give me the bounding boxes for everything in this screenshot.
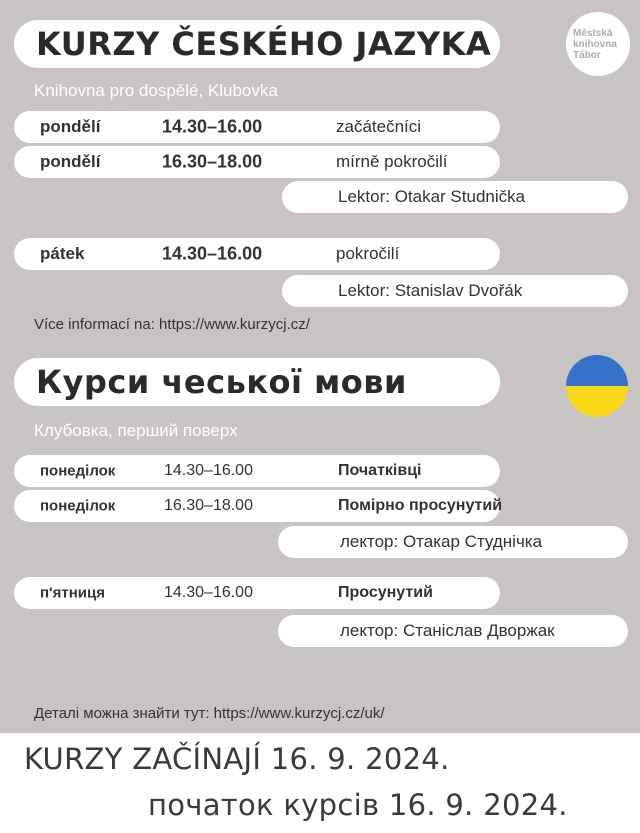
ua-title: Курси чеської мови	[36, 363, 407, 401]
footer-start-date-ua: початок курсів 16. 9. 2024.	[148, 788, 568, 822]
ua-lector-2: лектор: Станіслав Дворжак	[278, 615, 628, 647]
logo-line-2: knihovna	[573, 39, 617, 50]
logo-line-3: Tábor	[573, 50, 601, 61]
cz-row-3	[14, 238, 500, 270]
ua-row-3-time: 14.30–16.00	[164, 584, 253, 601]
ua-row-1-time: 14.30–16.00	[164, 462, 253, 479]
ua-row-2	[14, 490, 503, 522]
cz-row-2-time: 16.30–18.00	[162, 151, 263, 172]
ua-location: Клубовка, перший поверх	[34, 421, 238, 440]
ua-title-pill	[14, 358, 500, 406]
cz-row-3-time: 14.30–16.00	[162, 243, 263, 264]
cz-row-1	[14, 111, 500, 143]
cz-location: Knihovna pro dospělé, Klubovka	[34, 81, 278, 100]
logo-line-1: Městská	[573, 28, 613, 39]
library-logo	[566, 12, 630, 76]
cz-info-link[interactable]: Více informací na: https://www.kurzycj.cz/	[34, 316, 310, 333]
cz-row-3-day: pátek	[40, 244, 85, 263]
ua-row-1-day: понеділок	[40, 462, 116, 480]
ua-info-link[interactable]: Деталі можна знайти тут: https://www.kurzycj.cz/uk/	[34, 705, 385, 722]
flag-blue-half	[566, 355, 628, 386]
cz-row-1-level: začátečníci	[336, 117, 422, 136]
ua-row-2-time: 16.30–18.00	[164, 497, 253, 514]
cz-title-pill	[14, 20, 500, 68]
cz-row-3-level: pokročilí	[336, 244, 400, 263]
ua-row-1-level: Початківці	[338, 462, 422, 479]
ua-row-2-level: Помірно просунутий	[338, 497, 503, 514]
cz-lector-1: Lektor: Otakar Studnička	[282, 181, 628, 213]
ua-row-2-day: понеділок	[40, 497, 116, 515]
cz-row-1-time: 14.30–16.00	[162, 116, 263, 137]
cz-row-2-level: mírně pokročilí	[336, 152, 448, 171]
ukraine-flag-icon	[566, 355, 628, 417]
ua-row-3	[14, 577, 500, 609]
flag-yellow-half	[566, 386, 628, 417]
cz-row-2	[14, 146, 500, 178]
cz-title: KURZY ČESKÉHO JAZYKA	[36, 25, 492, 63]
ua-lector-1: лектор: Отакар Студнічка	[278, 526, 628, 558]
cz-lector-2: Lektor: Stanislav Dvořák	[282, 275, 628, 307]
ua-row-3-level: Просунутий	[338, 584, 433, 601]
ua-row-1	[14, 455, 500, 487]
ua-row-3-day: п'ятниця	[40, 584, 105, 602]
footer-start-date-cz: KURZY ZAČÍNAJÍ 16. 9. 2024.	[24, 742, 450, 776]
cz-row-2-day: pondělí	[40, 152, 101, 171]
cz-row-1-day: pondělí	[40, 117, 101, 136]
